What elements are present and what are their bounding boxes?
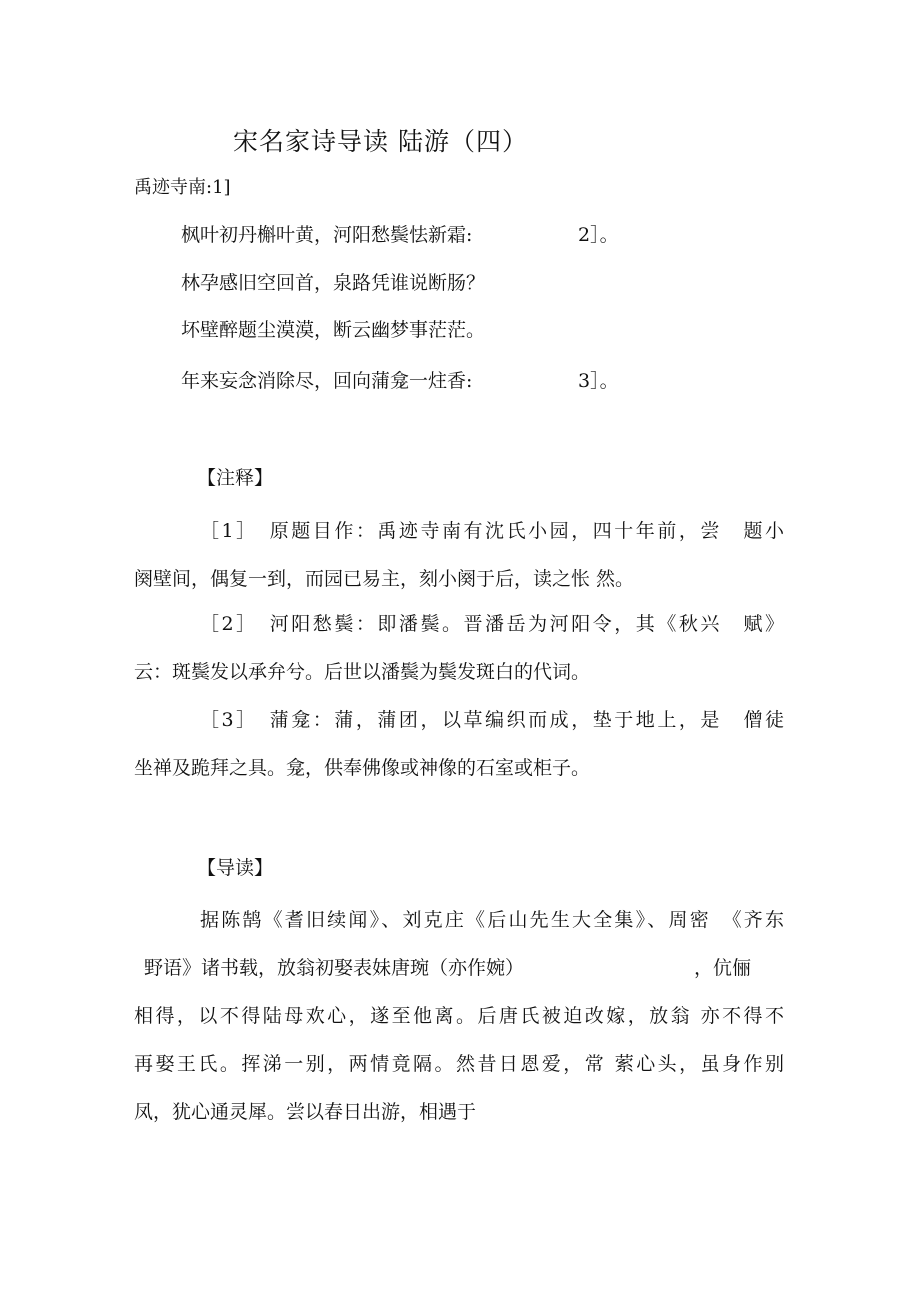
poem-line [181, 271, 485, 295]
guide-line [134, 944, 784, 992]
note-line: 坐禅及跪拜之具。龛，供奉佛像或神像的石室或柜子。 [134, 757, 591, 779]
page-title: 宋名家诗导读 陆游（四） [233, 127, 528, 156]
note-line: 云：斑鬓发以承弁兮。后世以潘鬓为鬓发斑白的代词。 [134, 661, 591, 683]
guide-line-part: 野语》诸书载，放翁初娶表妹唐琬（亦作婉） [144, 957, 525, 979]
note-line: ［3］ 蒲龛：蒲，蒲团，以草编织而成，垫于地上，是 僧徒 [200, 709, 784, 731]
poem-line-text: 林孕感旧空回首，泉路凭谁说断肠？ [181, 272, 486, 294]
guide-paragraph [134, 896, 784, 1136]
poem-line [181, 318, 485, 342]
guide-line: 据陈鹄《耆旧续闻》、刘克庄《后山先生大全集》、周密 《齐东 [200, 909, 784, 931]
note-paragraph [134, 696, 784, 792]
poem-line [181, 223, 619, 247]
guide-line: 再娶王氏。挥涕一别，两情竟隔。然昔日恩爱，常 萦心头，虽身作别 [134, 1053, 784, 1075]
notes-heading: 【注释】 [197, 467, 274, 489]
poem-line [181, 369, 619, 393]
guide-line-part: ，伉俪 [694, 957, 752, 979]
poem-title: 禹迹寺南:1] [134, 177, 231, 198]
poem-footnote-ref: 3］。 [578, 370, 619, 392]
guide-line: 相得，以不得陆母欢心，遂至他离。后唐氏被迫改嫁，放翁 亦不得不 [134, 1005, 784, 1027]
note-line: 阕壁间，偶复一到，而园已易主，刻小阕于后，读之怅 然。 [134, 568, 635, 590]
poem-line-text: 枫叶初丹槲叶黄，河阳愁鬓怯新霜: [181, 224, 473, 246]
guide-line: 凤，犹心通灵犀。尝以春日出游，相遇于 [134, 1101, 477, 1123]
poem-line-text: 年来妄念消除尽，回向蒲龛一炷香: [181, 370, 473, 392]
guide-heading: 【导读】 [197, 857, 274, 879]
note-paragraph [134, 507, 784, 603]
note-paragraph [134, 600, 784, 696]
note-line: ［1］ 原题目作：禹迹寺南有沈氏小园，四十年前，尝 题小 [200, 520, 784, 542]
poem-footnote-ref: 2］。 [578, 224, 619, 246]
poem-line-text: 坏壁醉题尘漠漠，断云幽梦事茫茫。 [181, 319, 486, 341]
note-line: ［2］ 河阳愁鬓：即潘鬓。晋潘岳为河阳令，其《秋兴 赋》 [200, 613, 784, 635]
